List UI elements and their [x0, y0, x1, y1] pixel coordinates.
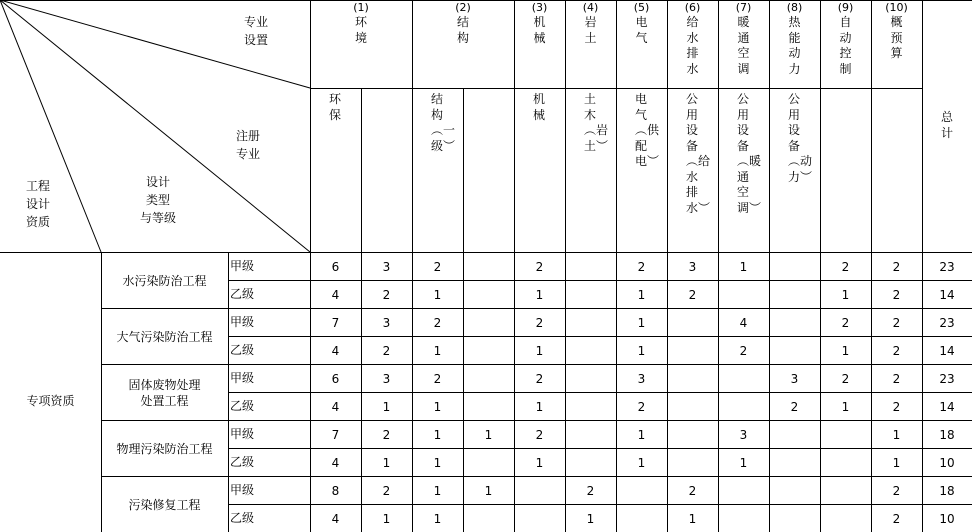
- profession-number-2: (2): [455, 1, 471, 14]
- table-cell: 1: [433, 400, 442, 414]
- table-cell: 4: [739, 316, 748, 330]
- table-cell: 4: [331, 512, 340, 526]
- profession-number-4: (4): [582, 1, 599, 14]
- table-cell: 1: [637, 428, 646, 442]
- total-cell: 10: [939, 456, 955, 470]
- table-cell: 1: [841, 400, 850, 414]
- table-cell: 3: [382, 372, 391, 386]
- table-cell: 1: [535, 400, 544, 414]
- profession-number-10: (10): [885, 1, 908, 14]
- table-cell: 1: [433, 428, 442, 442]
- table-cell: 4: [331, 400, 340, 414]
- total-cell: 23: [939, 316, 955, 330]
- table-cell: 2: [841, 372, 850, 386]
- profession-name-2: 结构: [456, 15, 469, 45]
- profession-number-3: (3): [531, 1, 548, 14]
- table-cell: 2: [535, 428, 544, 442]
- profession-number-7: (7): [735, 1, 752, 14]
- table-cell: 3: [688, 260, 697, 274]
- profession-name-6: 给水排水: [686, 15, 699, 76]
- table-cell: 4: [331, 288, 340, 302]
- corner-label-qualification: 设计: [25, 197, 50, 211]
- table-cell: 1: [892, 456, 901, 470]
- corner-label-design-type: 与等级: [139, 211, 176, 225]
- registered-profession-10: 公用设备︵动力︶: [788, 92, 813, 184]
- table-cell: 2: [382, 484, 391, 498]
- table-cell: 2: [892, 372, 901, 386]
- profession-name-5: 电气: [635, 15, 648, 45]
- table-cell: 1: [535, 288, 544, 302]
- table-cell: 1: [637, 288, 646, 302]
- table-cell: 2: [892, 288, 901, 302]
- table-cell: 2: [892, 400, 901, 414]
- table-cell: 2: [790, 400, 799, 414]
- table-cell: 1: [382, 456, 391, 470]
- table-cell: 1: [535, 344, 544, 358]
- profession-number-8: (8): [786, 1, 803, 14]
- total-cell: 14: [939, 344, 955, 358]
- profession-name-1: 环境: [354, 15, 367, 45]
- profession-name-10: 概预算: [890, 15, 903, 60]
- table-cell: 2: [433, 372, 442, 386]
- grade-label: 乙级: [229, 455, 254, 469]
- corner-label-registered-profession: 注册: [235, 129, 260, 143]
- table-cell: 6: [331, 372, 340, 386]
- table-cell: 2: [637, 400, 646, 414]
- table-cell: 1: [433, 344, 442, 358]
- corner-label-qualification: 工程: [25, 179, 50, 193]
- design-type-3: 处置工程: [140, 394, 189, 408]
- corner-label-registered-profession: 专业: [235, 147, 260, 161]
- table-cell: 1: [637, 344, 646, 358]
- registered-profession-7: 电气︵供配电︶: [635, 92, 660, 168]
- table-cell: 1: [535, 456, 544, 470]
- table-cell: 2: [841, 260, 850, 274]
- qualification-label: 专项资质: [26, 394, 75, 408]
- profession-name-9: 自动控制: [839, 15, 852, 76]
- grade-label: 乙级: [229, 343, 254, 357]
- total-label: 总计: [940, 110, 953, 140]
- table-cell: 2: [433, 260, 442, 274]
- total-cell: 18: [939, 484, 955, 498]
- grade-label: 甲级: [229, 427, 254, 441]
- total-cell: 23: [939, 260, 955, 274]
- registered-profession-3: 结构︵一级︶: [431, 92, 456, 153]
- profession-number-1: (1): [353, 1, 369, 14]
- table-cell: 1: [433, 484, 442, 498]
- table-cell: 2: [535, 316, 544, 330]
- corner-label-profession-setting: 设置: [243, 33, 268, 47]
- grade-label: 甲级: [229, 259, 254, 273]
- total-cell: 18: [939, 428, 955, 442]
- design-type-5: 污染修复工程: [128, 498, 201, 512]
- grade-label: 乙级: [229, 287, 254, 301]
- table-cell: 1: [382, 512, 391, 526]
- table-cell: 1: [637, 456, 646, 470]
- profession-number-9: (9): [837, 1, 854, 14]
- table-cell: 2: [688, 288, 697, 302]
- table-cell: 2: [892, 316, 901, 330]
- registered-profession-6: 土木︵岩土︶: [584, 92, 609, 153]
- table-cell: 2: [892, 484, 901, 498]
- table-cell: 2: [892, 344, 901, 358]
- table-cell: 2: [739, 344, 748, 358]
- table-cell: 1: [433, 288, 442, 302]
- table-cell: 1: [433, 456, 442, 470]
- grade-label: 甲级: [229, 371, 254, 385]
- table-cell: 2: [688, 484, 697, 498]
- table-cell: 7: [331, 428, 340, 442]
- table-cell: 2: [382, 288, 391, 302]
- total-cell: 14: [939, 400, 955, 414]
- registered-profession-5: 机械: [533, 92, 546, 122]
- corner-label-design-type: 设计: [145, 175, 170, 189]
- total-cell: 10: [939, 512, 955, 526]
- table-cell: 6: [331, 260, 340, 274]
- table-cell: 2: [841, 316, 850, 330]
- table-cell: 1: [484, 428, 493, 442]
- table-cell: 1: [688, 512, 697, 526]
- table-cell: 1: [739, 260, 748, 274]
- table-cell: 2: [892, 512, 901, 526]
- table-cell: 1: [739, 456, 748, 470]
- table-cell: 1: [841, 288, 850, 302]
- design-type-1: 水污染防治工程: [122, 274, 207, 288]
- table-cell: 1: [892, 428, 901, 442]
- registered-profession-8: 公用设备︵给水排水︶: [686, 92, 711, 215]
- table-cell: 2: [535, 372, 544, 386]
- table-cell: 4: [331, 456, 340, 470]
- profession-name-7: 暖通空调: [737, 15, 750, 76]
- design-type-2: 大气污染防治工程: [116, 330, 213, 344]
- table-cell: 7: [331, 316, 340, 330]
- profession-number-6: (6): [684, 1, 701, 14]
- grade-label: 甲级: [229, 483, 254, 497]
- total-cell: 23: [939, 372, 955, 386]
- registered-profession-9: 公用设备︵暖通空调︶: [737, 92, 762, 215]
- table-cell: 3: [739, 428, 748, 442]
- table-cell: 2: [535, 260, 544, 274]
- design-type-3: 固体废物处理: [128, 378, 201, 392]
- table-cell: 4: [331, 344, 340, 358]
- corner-label-design-type: 类型: [145, 193, 170, 207]
- grade-label: 乙级: [229, 511, 254, 525]
- table-cell: 1: [382, 400, 391, 414]
- grade-label: 乙级: [229, 399, 254, 413]
- table-cell: 2: [892, 260, 901, 274]
- profession-number-5: (5): [633, 1, 650, 14]
- corner-label-profession-setting: 专业: [243, 15, 268, 29]
- table-cell: 3: [790, 372, 799, 386]
- table-cell: 3: [382, 316, 391, 330]
- design-type-4: 物理污染防治工程: [116, 442, 213, 456]
- registered-profession-1: 环保: [329, 92, 342, 122]
- grade-label: 甲级: [229, 315, 254, 329]
- table-cell: 1: [637, 316, 646, 330]
- table-cell: 8: [331, 484, 340, 498]
- table-cell: 2: [433, 316, 442, 330]
- profession-name-3: 机械: [533, 15, 546, 45]
- table-cell: 1: [484, 484, 493, 498]
- corner-label-qualification: 资质: [25, 215, 50, 229]
- profession-name-4: 岩土: [584, 15, 597, 45]
- total-cell: 14: [939, 288, 955, 302]
- table-cell: 3: [382, 260, 391, 274]
- table-cell: 1: [841, 344, 850, 358]
- profession-name-8: 热能动力: [788, 15, 801, 76]
- table-cell: 2: [382, 428, 391, 442]
- table-cell: 2: [586, 484, 595, 498]
- table-cell: 2: [382, 344, 391, 358]
- table-cell: 3: [637, 372, 646, 386]
- table-cell: 2: [637, 260, 646, 274]
- table-cell: 1: [586, 512, 595, 526]
- table-cell: 1: [433, 512, 442, 526]
